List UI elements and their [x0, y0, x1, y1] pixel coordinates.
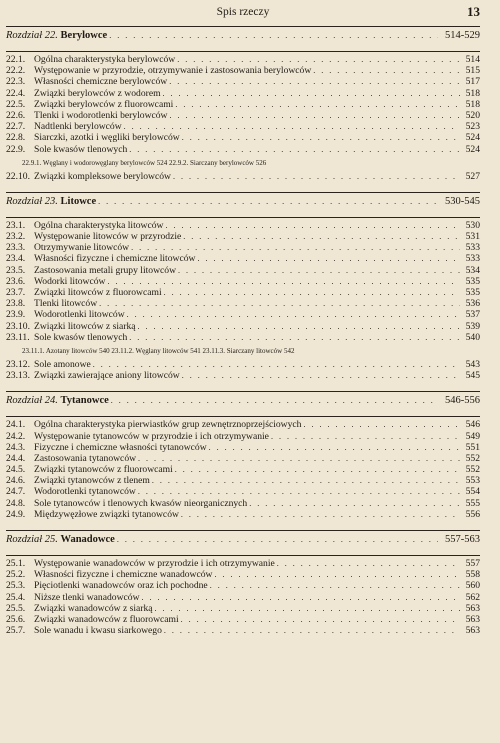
entry-page: 546 — [465, 419, 480, 431]
entry-number: 25.2. — [6, 569, 26, 581]
entry-title: Związki zawierające aniony litowców — [34, 370, 180, 382]
dot-leader — [165, 220, 460, 231]
dot-leader — [129, 332, 460, 343]
entry-title: Związki berylowców z wodorem — [34, 87, 161, 99]
dot-leader — [277, 558, 460, 569]
entry-number: 23.11. — [6, 331, 30, 343]
toc-entry — [6, 110, 480, 121]
entry-title: Sole kwasów tlenowych — [34, 331, 128, 343]
chapter-pages: 514-529 — [445, 30, 480, 41]
table-of-contents — [6, 26, 480, 642]
entry-page: 545 — [465, 370, 480, 382]
entry-title: Ogólna charakterystyka litowców — [34, 219, 164, 231]
dot-leader — [138, 453, 460, 464]
entry-title: Otrzymywanie litowców — [34, 242, 130, 254]
dot-leader — [142, 592, 461, 603]
dot-leader — [107, 276, 460, 287]
dot-leader — [138, 321, 461, 332]
dot-leader — [155, 603, 460, 614]
entry-number: 22.10. — [6, 170, 30, 182]
dot-leader — [152, 475, 460, 486]
chapter-title: Tytanowce — [60, 395, 109, 407]
entry-number: 23.10. — [6, 320, 30, 332]
toc-entry — [6, 76, 480, 87]
entry-number: 24.9. — [6, 508, 26, 520]
entry-number: 22.4. — [6, 87, 26, 99]
chapter-heading — [6, 30, 480, 47]
chapter-title: Berylowce — [60, 30, 108, 41]
entry-page: 560 — [465, 580, 480, 592]
entry-page: 537 — [465, 309, 480, 321]
chapter-rule — [6, 51, 480, 52]
entry-number: 25.1. — [6, 558, 26, 569]
subsection-list: 22.9.1. Węglany i wodorowęglany berylowców 524 22.9.2. Siarczany berylowców 526 — [22, 158, 267, 167]
toc-entry — [6, 359, 480, 370]
dot-leader — [131, 242, 460, 253]
toc-entry — [6, 231, 480, 242]
entry-page: 556 — [465, 508, 480, 520]
entry-number: 22.8. — [6, 132, 26, 144]
dot-leader — [182, 132, 460, 143]
toc-entry — [6, 287, 480, 298]
page-number: 13 — [467, 4, 480, 19]
chapter-number: Rozdział 22. — [6, 30, 58, 41]
entry-page: 543 — [465, 358, 480, 370]
entry-page: 554 — [465, 486, 480, 498]
chapter-number: Rozdział 25. — [6, 534, 58, 545]
entry-page: 536 — [465, 298, 480, 310]
entry-number: 25.5. — [6, 602, 26, 614]
entry-number: 23.13. — [6, 370, 30, 382]
entry-title: Nadtlenki berylowców — [34, 121, 122, 133]
entry-page: 524 — [465, 143, 480, 155]
entry-number: 23.4. — [6, 253, 26, 265]
entry-page: 552 — [465, 452, 480, 464]
entry-page: 535 — [465, 275, 480, 287]
toc-entry — [6, 321, 480, 332]
dot-leader — [99, 298, 460, 309]
subsection-list: 23.11.1. Azotany litowców 540 23.11.2. Węglany litowców 541 23.11.3. Siarczany litowców 542 — [22, 346, 295, 355]
toc-entry — [6, 332, 480, 343]
entry-title: Występowanie wanadowców w przyrodzie i ich otrzymywanie — [34, 558, 275, 569]
entry-title: Wodorotlenki tytanowców — [34, 486, 136, 498]
entry-number: 25.6. — [6, 613, 26, 625]
chapter-title: Litowce — [60, 195, 97, 207]
entry-title: Ogólna charakterystyka berylowców — [34, 54, 176, 65]
entry-title: Zastosowania metali grupy litowców — [34, 264, 177, 276]
section-spacer — [6, 381, 480, 387]
dot-leader — [197, 253, 460, 264]
entry-title: Pięciotlenki wanadowców oraz ich pochodne — [34, 580, 208, 592]
entry-number: 23.9. — [6, 309, 26, 321]
page-header — [6, 4, 480, 22]
entry-title: Międzywęzłowe związki tytanowców — [34, 508, 179, 520]
entry-page: 518 — [465, 87, 480, 99]
dot-leader — [138, 486, 460, 497]
entry-title: Fizyczne i chemiczne własności tytanowców — [34, 441, 207, 453]
toc-entry — [6, 88, 480, 99]
entry-number: 25.3. — [6, 580, 26, 592]
toc-entry — [6, 370, 480, 381]
dot-leader — [169, 110, 460, 121]
toc-entry — [6, 298, 480, 309]
chapter-pages: 530-545 — [445, 195, 480, 207]
entry-title: Zastosowania tytanowców — [34, 452, 137, 464]
entry-number: 22.1. — [6, 54, 26, 65]
toc-entry — [6, 242, 480, 253]
entry-page: 552 — [465, 464, 480, 476]
entry-title: Związki tytanowców z tlenem — [34, 475, 150, 487]
entry-page: 562 — [465, 591, 480, 603]
page-title: Spis rzeczy — [216, 6, 270, 18]
entry-title: Sole amonowe — [34, 358, 91, 370]
dot-leader — [214, 569, 460, 580]
entry-title: Niższe tlenki wanadowców — [34, 591, 140, 603]
entry-page: 533 — [465, 253, 480, 265]
entry-number: 23.2. — [6, 231, 26, 243]
entry-page: 555 — [465, 497, 480, 509]
toc-entry — [6, 419, 480, 430]
toc-entry — [6, 614, 480, 625]
entry-page: 520 — [465, 109, 480, 121]
toc-entry — [6, 171, 480, 182]
entry-title: Występowanie w przyrodzie, otrzymywanie i zastosowania berylowców — [34, 65, 312, 77]
entry-number: 24.6. — [6, 475, 26, 487]
chapter-rule — [6, 555, 480, 556]
toc-entry — [6, 558, 480, 569]
toc-entry — [6, 65, 480, 76]
chapter-pages: 546-556 — [445, 395, 480, 407]
chapter-rule — [6, 192, 480, 193]
chapter-rule — [6, 26, 480, 27]
section-spacer — [6, 636, 480, 642]
dot-leader — [169, 76, 460, 87]
toc-entry — [6, 603, 480, 614]
entry-number: 23.6. — [6, 275, 26, 287]
toc-entry — [6, 265, 480, 276]
entry-page: 557 — [465, 558, 480, 569]
dot-leader — [182, 370, 460, 381]
dot-leader — [181, 509, 460, 520]
toc-entry — [6, 592, 480, 603]
entry-title: Sole wanadu i kwasu siarkowego — [34, 625, 162, 637]
entry-page: 558 — [465, 569, 480, 581]
toc-entry — [6, 144, 480, 155]
dot-leader — [183, 231, 460, 242]
dot-leader — [117, 535, 438, 544]
entry-number: 23.8. — [6, 298, 26, 310]
dot-leader — [181, 614, 460, 625]
dot-leader — [124, 121, 460, 132]
toc-entry — [6, 580, 480, 591]
toc-entry — [6, 253, 480, 264]
entry-number: 23.3. — [6, 242, 26, 254]
entry-number: 22.3. — [6, 76, 26, 88]
chapter-rule — [6, 217, 480, 218]
dot-leader — [175, 99, 460, 110]
entry-title: Związki tytanowców z fluorowcami — [34, 464, 173, 476]
entry-title: Związki litowców z siarką — [34, 320, 136, 332]
entry-number: 24.4. — [6, 452, 26, 464]
entry-page: 517 — [465, 76, 480, 88]
entry-page: 549 — [465, 430, 480, 442]
dot-leader — [111, 396, 438, 405]
entry-title: Wodorki litowców — [34, 275, 106, 287]
dot-leader — [93, 359, 460, 370]
dot-leader — [109, 31, 438, 40]
entry-number: 24.2. — [6, 430, 26, 442]
entry-title: Siarczki, azotki i węgliki berylowców — [34, 132, 180, 144]
entry-number: 22.7. — [6, 121, 26, 133]
dot-leader — [164, 625, 460, 636]
entry-number: 25.4. — [6, 591, 26, 603]
entry-number: 22.5. — [6, 98, 26, 110]
chapter-rule — [6, 416, 480, 417]
entry-page: 535 — [465, 287, 480, 298]
entry-number: 24.8. — [6, 497, 26, 509]
entry-number: 22.9. — [6, 143, 26, 155]
toc-entry — [6, 464, 480, 475]
entry-page: 523 — [465, 121, 480, 133]
entry-number: 24.1. — [6, 419, 26, 431]
entry-title: Występowanie tytanowców w przyrodzie i ich otrzymywanie — [34, 430, 269, 442]
chapter-number: Rozdział 23. — [6, 195, 58, 207]
entry-title: Wodorotlenki litowców — [34, 309, 125, 321]
chapter-title: Wanadowce — [60, 534, 115, 545]
dot-leader — [177, 54, 460, 65]
entry-title: Związki berylowców z fluorowcami — [34, 98, 174, 110]
entry-number: 23.5. — [6, 264, 26, 276]
entry-title: Własności chemiczne berylowców — [34, 76, 168, 88]
entry-number: 22.6. — [6, 109, 26, 121]
entry-page: 530 — [465, 219, 480, 231]
chapter-heading — [6, 534, 480, 551]
section-spacer — [6, 182, 480, 188]
entry-page: 540 — [465, 331, 480, 343]
entry-page: 563 — [465, 613, 480, 625]
entry-page: 563 — [465, 602, 480, 614]
toc-entry — [6, 569, 480, 580]
entry-title: Związki wanadowców z fluorowcami — [34, 613, 179, 625]
chapter-label — [6, 196, 96, 207]
entry-page: 527 — [465, 170, 480, 182]
toc-entry — [6, 453, 480, 464]
toc-entry — [6, 442, 480, 453]
toc-entry — [6, 132, 480, 143]
toc-entry — [6, 475, 480, 486]
dot-leader — [209, 442, 460, 453]
dot-leader — [129, 144, 460, 155]
dot-leader — [163, 88, 460, 99]
entry-number: 23.12. — [6, 358, 30, 370]
entry-title: Własności fizyczne i chemiczne wanadowców — [34, 569, 213, 581]
entry-title: Związki wanadowców z siarką — [34, 602, 153, 614]
dot-leader — [303, 419, 460, 430]
entry-title: Sole kwasów tlenowych — [34, 143, 128, 155]
toc-entry — [6, 276, 480, 287]
dot-leader — [164, 287, 460, 298]
chapter-number: Rozdział 24. — [6, 395, 58, 407]
toc-entry — [6, 309, 480, 320]
entry-title: Ogólna charakterystyka pierwiastków grup zewnętrznoprzejściowych — [34, 419, 302, 431]
dot-leader — [98, 197, 438, 206]
entry-number: 24.5. — [6, 464, 26, 476]
chapter-pages: 557-563 — [445, 534, 480, 545]
dot-leader — [210, 580, 460, 591]
toc-entry — [6, 625, 480, 636]
toc-entry — [6, 486, 480, 497]
dot-leader — [271, 431, 460, 442]
toc-entry — [6, 121, 480, 132]
entry-page: 518 — [465, 98, 480, 110]
chapter-rule — [6, 391, 480, 392]
dot-leader — [313, 65, 460, 76]
entry-page: 551 — [465, 441, 480, 453]
toc-entry — [6, 509, 480, 520]
chapter-heading — [6, 395, 480, 412]
entry-page: 533 — [465, 242, 480, 254]
entry-title: Tlenki i wodorotlenki berylowców — [34, 109, 168, 121]
chapter-rule — [6, 530, 480, 531]
toc-entry — [6, 220, 480, 231]
entry-number: 24.3. — [6, 441, 26, 453]
entry-page: 515 — [465, 65, 480, 77]
entry-number: 23.1. — [6, 219, 26, 231]
entry-page: 514 — [465, 54, 480, 65]
chapter-label — [6, 534, 115, 545]
entry-page: 524 — [465, 132, 480, 144]
entry-number: 22.2. — [6, 65, 26, 77]
entry-page: 539 — [465, 320, 480, 332]
dot-leader — [127, 309, 460, 320]
entry-title: Związki litowców z fluorowcami — [34, 287, 162, 298]
entry-title: Występowanie litowców w przyrodzie — [34, 231, 182, 243]
toc-entry — [6, 431, 480, 442]
chapter-label — [6, 30, 107, 41]
dot-leader — [175, 464, 460, 475]
section-spacer — [6, 520, 480, 526]
entry-number: 25.7. — [6, 625, 26, 637]
chapter-heading — [6, 196, 480, 213]
toc-entry — [6, 99, 480, 110]
entry-title: Własności fizyczne i chemiczne litowców — [34, 253, 196, 265]
entry-page: 553 — [465, 475, 480, 487]
dot-leader — [178, 265, 460, 276]
dot-leader — [249, 498, 460, 509]
entry-number: 24.7. — [6, 486, 26, 498]
entry-title: Sole tytanowców i tlenowych kwasów nieorganicznych — [34, 497, 248, 509]
toc-entry — [6, 498, 480, 509]
entry-page: 534 — [465, 264, 480, 276]
entry-title: Związki kompleksowe berylowców — [34, 170, 171, 182]
entry-page: 531 — [465, 231, 480, 243]
entry-number: 23.7. — [6, 287, 26, 298]
entry-page: 563 — [465, 625, 480, 637]
entry-title: Tlenki litowców — [34, 298, 98, 310]
chapter-label — [6, 395, 109, 406]
dot-leader — [173, 171, 460, 182]
toc-entry — [6, 54, 480, 65]
